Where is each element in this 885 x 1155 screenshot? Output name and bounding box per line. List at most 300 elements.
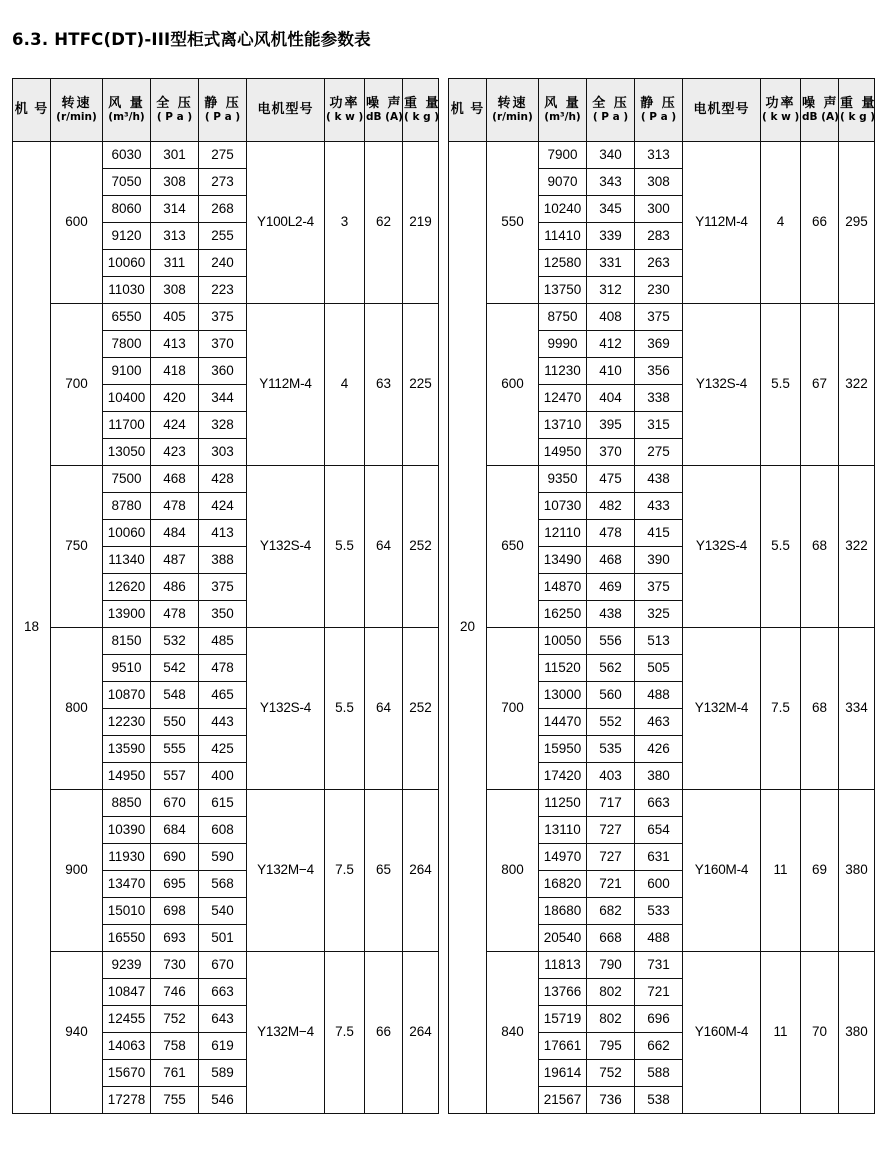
speed-cell: 800 <box>487 790 539 952</box>
weight-cell: 322 <box>839 466 875 628</box>
noise-cell: 68 <box>801 466 839 628</box>
power-cell: 4 <box>325 304 365 466</box>
flow-cell: 11340 <box>103 547 151 574</box>
static-pressure-cell: 478 <box>199 655 247 682</box>
total-pressure-cell: 802 <box>587 979 635 1006</box>
flow-cell: 15010 <box>103 898 151 925</box>
static-pressure-cell: 255 <box>199 223 247 250</box>
static-pressure-cell: 370 <box>199 331 247 358</box>
static-pressure-cell: 369 <box>635 331 683 358</box>
static-pressure-cell: 308 <box>635 169 683 196</box>
speed-cell: 600 <box>51 142 103 304</box>
table-row <box>13 304 439 331</box>
table-row <box>449 466 875 493</box>
flow-cell: 15950 <box>539 736 587 763</box>
flow-cell: 6030 <box>103 142 151 169</box>
static-pressure-cell: 303 <box>199 439 247 466</box>
column-header-main: 重 量 <box>840 95 877 111</box>
flow-cell: 9990 <box>539 331 587 358</box>
power-cell: 11 <box>761 790 801 952</box>
column-header-main: 电机型号 <box>257 101 314 117</box>
static-pressure-cell: 230 <box>635 277 683 304</box>
motor-model-cell: Y112M-4 <box>683 142 761 304</box>
static-pressure-cell: 501 <box>199 925 247 952</box>
total-pressure-cell: 405 <box>151 304 199 331</box>
total-pressure-cell: 308 <box>151 169 199 196</box>
page-title: 6.3. HTFC(DT)-III型柜式离心风机性能参数表 <box>12 30 371 49</box>
weight-cell: 295 <box>839 142 875 304</box>
static-pressure-cell: 263 <box>635 250 683 277</box>
speed-cell: 840 <box>487 952 539 1114</box>
static-pressure-cell: 315 <box>635 412 683 439</box>
flow-cell: 12455 <box>103 1006 151 1033</box>
flow-cell: 21567 <box>539 1087 587 1114</box>
flow-cell: 6550 <box>103 304 151 331</box>
column-header-main: 转速 <box>61 95 92 111</box>
total-pressure-cell: 730 <box>151 952 199 979</box>
performance-table-18 <box>12 78 439 1114</box>
static-pressure-cell: 588 <box>635 1060 683 1087</box>
static-pressure-cell: 463 <box>635 709 683 736</box>
column-header-flow <box>539 79 587 142</box>
flow-cell: 14063 <box>103 1033 151 1060</box>
motor-model-cell: Y132M−4 <box>247 952 325 1114</box>
weight-cell: 219 <box>403 142 439 304</box>
total-pressure-cell: 486 <box>151 574 199 601</box>
total-pressure-cell: 695 <box>151 871 199 898</box>
speed-cell: 940 <box>51 952 103 1114</box>
total-pressure-cell: 736 <box>587 1087 635 1114</box>
total-pressure-cell: 484 <box>151 520 199 547</box>
flow-cell: 8850 <box>103 790 151 817</box>
column-header-weight <box>403 79 439 142</box>
noise-cell: 62 <box>365 142 403 304</box>
total-pressure-cell: 560 <box>587 682 635 709</box>
speed-cell: 700 <box>51 304 103 466</box>
flow-cell: 12580 <box>539 250 587 277</box>
static-pressure-cell: 268 <box>199 196 247 223</box>
flow-cell: 9100 <box>103 358 151 385</box>
static-pressure-cell: 513 <box>635 628 683 655</box>
weight-cell: 264 <box>403 790 439 952</box>
total-pressure-cell: 555 <box>151 736 199 763</box>
table-row <box>13 790 439 817</box>
total-pressure-cell: 408 <box>587 304 635 331</box>
static-pressure-cell: 313 <box>635 142 683 169</box>
total-pressure-cell: 532 <box>151 628 199 655</box>
flow-cell: 10847 <box>103 979 151 1006</box>
static-pressure-cell: 488 <box>635 682 683 709</box>
flow-cell: 16550 <box>103 925 151 952</box>
total-pressure-cell: 475 <box>587 466 635 493</box>
static-pressure-cell: 438 <box>635 466 683 493</box>
flow-cell: 11030 <box>103 277 151 304</box>
total-pressure-cell: 717 <box>587 790 635 817</box>
noise-cell: 66 <box>365 952 403 1114</box>
static-pressure-cell: 600 <box>635 871 683 898</box>
column-header-motor-model <box>247 79 325 142</box>
flow-cell: 11813 <box>539 952 587 979</box>
power-cell: 7.5 <box>325 790 365 952</box>
flow-cell: 20540 <box>539 925 587 952</box>
total-pressure-cell: 542 <box>151 655 199 682</box>
noise-cell: 67 <box>801 304 839 466</box>
power-cell: 7.5 <box>761 628 801 790</box>
motor-model-cell: Y100L2-4 <box>247 142 325 304</box>
static-pressure-cell: 696 <box>635 1006 683 1033</box>
total-pressure-cell: 727 <box>587 817 635 844</box>
flow-cell: 11250 <box>539 790 587 817</box>
weight-cell: 380 <box>839 790 875 952</box>
total-pressure-cell: 795 <box>587 1033 635 1060</box>
total-pressure-cell: 331 <box>587 250 635 277</box>
total-pressure-cell: 410 <box>587 358 635 385</box>
column-header-main: 噪 声 <box>366 95 403 111</box>
total-pressure-cell: 468 <box>151 466 199 493</box>
power-cell: 5.5 <box>761 304 801 466</box>
flow-cell: 8150 <box>103 628 151 655</box>
static-pressure-cell: 325 <box>635 601 683 628</box>
flow-cell: 10060 <box>103 520 151 547</box>
static-pressure-cell: 533 <box>635 898 683 925</box>
column-header-unit: ( P a ) <box>204 110 241 123</box>
flow-cell: 13000 <box>539 682 587 709</box>
total-pressure-cell: 682 <box>587 898 635 925</box>
motor-model-cell: Y132S-4 <box>247 466 325 628</box>
power-cell: 5.5 <box>325 466 365 628</box>
column-header-unit: ( k w ) <box>326 110 364 123</box>
flow-cell: 9510 <box>103 655 151 682</box>
column-header-main: 全 压 <box>592 95 629 111</box>
column-header-static-pressure <box>199 79 247 142</box>
static-pressure-cell: 415 <box>635 520 683 547</box>
flow-cell: 17278 <box>103 1087 151 1114</box>
speed-cell: 600 <box>487 304 539 466</box>
table-header-row <box>449 79 875 142</box>
flow-cell: 13900 <box>103 601 151 628</box>
total-pressure-cell: 438 <box>587 601 635 628</box>
total-pressure-cell: 370 <box>587 439 635 466</box>
flow-cell: 13110 <box>539 817 587 844</box>
static-pressure-cell: 283 <box>635 223 683 250</box>
table-row <box>449 790 875 817</box>
column-header-unit: dB (A) <box>802 110 839 123</box>
flow-cell: 7900 <box>539 142 587 169</box>
static-pressure-cell: 663 <box>199 979 247 1006</box>
table-row <box>449 142 875 169</box>
flow-cell: 11930 <box>103 844 151 871</box>
static-pressure-cell: 360 <box>199 358 247 385</box>
total-pressure-cell: 478 <box>151 493 199 520</box>
static-pressure-cell: 663 <box>635 790 683 817</box>
table-row <box>13 628 439 655</box>
flow-cell: 12230 <box>103 709 151 736</box>
total-pressure-cell: 755 <box>151 1087 199 1114</box>
flow-cell: 14950 <box>103 763 151 790</box>
column-header-motor-model <box>683 79 761 142</box>
column-header-unit: (r/min) <box>492 110 533 123</box>
column-header-speed <box>51 79 103 142</box>
flow-cell: 9120 <box>103 223 151 250</box>
static-pressure-cell: 538 <box>635 1087 683 1114</box>
motor-model-cell: Y112M-4 <box>247 304 325 466</box>
column-header-unit: ( P a ) <box>640 110 677 123</box>
flow-cell: 9070 <box>539 169 587 196</box>
static-pressure-cell: 240 <box>199 250 247 277</box>
static-pressure-cell: 375 <box>199 304 247 331</box>
column-header-speed <box>487 79 539 142</box>
total-pressure-cell: 314 <box>151 196 199 223</box>
total-pressure-cell: 301 <box>151 142 199 169</box>
speed-cell: 550 <box>487 142 539 304</box>
static-pressure-cell: 568 <box>199 871 247 898</box>
flow-cell: 10390 <box>103 817 151 844</box>
total-pressure-cell: 758 <box>151 1033 199 1060</box>
column-header-noise <box>365 79 403 142</box>
column-header-machine-no <box>449 79 487 142</box>
power-cell: 7.5 <box>325 952 365 1114</box>
total-pressure-cell: 670 <box>151 790 199 817</box>
total-pressure-cell: 487 <box>151 547 199 574</box>
weight-cell: 264 <box>403 952 439 1114</box>
table-row <box>449 304 875 331</box>
column-header-main: 静 压 <box>640 95 677 111</box>
static-pressure-cell: 356 <box>635 358 683 385</box>
column-header-main: 风 量 <box>108 95 145 111</box>
flow-cell: 13590 <box>103 736 151 763</box>
column-header-main: 重 量 <box>404 95 441 111</box>
total-pressure-cell: 761 <box>151 1060 199 1087</box>
performance-table-20 <box>448 78 875 1114</box>
total-pressure-cell: 395 <box>587 412 635 439</box>
total-pressure-cell: 404 <box>587 385 635 412</box>
noise-cell: 68 <box>801 628 839 790</box>
table-header-row <box>13 79 439 142</box>
column-header-flow <box>103 79 151 142</box>
noise-cell: 69 <box>801 790 839 952</box>
flow-cell: 16250 <box>539 601 587 628</box>
weight-cell: 334 <box>839 628 875 790</box>
weight-cell: 252 <box>403 628 439 790</box>
static-pressure-cell: 488 <box>635 925 683 952</box>
total-pressure-cell: 478 <box>151 601 199 628</box>
column-header-unit: ( k g ) <box>404 110 440 123</box>
static-pressure-cell: 662 <box>635 1033 683 1060</box>
column-header-noise <box>801 79 839 142</box>
static-pressure-cell: 425 <box>199 736 247 763</box>
column-header-main: 转速 <box>497 95 528 111</box>
column-header-main: 电机型号 <box>693 101 750 117</box>
column-header-total-pressure <box>151 79 199 142</box>
static-pressure-cell: 375 <box>635 304 683 331</box>
flow-cell: 18680 <box>539 898 587 925</box>
total-pressure-cell: 557 <box>151 763 199 790</box>
static-pressure-cell: 388 <box>199 547 247 574</box>
motor-model-cell: Y132S-4 <box>683 466 761 628</box>
flow-cell: 14970 <box>539 844 587 871</box>
total-pressure-cell: 423 <box>151 439 199 466</box>
motor-model-cell: Y160M-4 <box>683 790 761 952</box>
total-pressure-cell: 413 <box>151 331 199 358</box>
motor-model-cell: Y132M−4 <box>247 790 325 952</box>
static-pressure-cell: 344 <box>199 385 247 412</box>
power-cell: 11 <box>761 952 801 1114</box>
performance-tables-container <box>12 78 877 1114</box>
static-pressure-cell: 590 <box>199 844 247 871</box>
total-pressure-cell: 418 <box>151 358 199 385</box>
total-pressure-cell: 478 <box>587 520 635 547</box>
total-pressure-cell: 550 <box>151 709 199 736</box>
static-pressure-cell: 223 <box>199 277 247 304</box>
total-pressure-cell: 311 <box>151 250 199 277</box>
flow-cell: 15719 <box>539 1006 587 1033</box>
column-header-unit: dB (A) <box>366 110 403 123</box>
table-row <box>13 142 439 169</box>
total-pressure-cell: 752 <box>151 1006 199 1033</box>
column-header-unit: ( k g ) <box>840 110 876 123</box>
column-header-power <box>761 79 801 142</box>
static-pressure-cell: 608 <box>199 817 247 844</box>
total-pressure-cell: 790 <box>587 952 635 979</box>
flow-cell: 8750 <box>539 304 587 331</box>
table-row <box>13 466 439 493</box>
column-header-unit: ( P a ) <box>592 110 629 123</box>
flow-cell: 16820 <box>539 871 587 898</box>
static-pressure-cell: 375 <box>199 574 247 601</box>
column-header-static-pressure <box>635 79 683 142</box>
static-pressure-cell: 540 <box>199 898 247 925</box>
column-header-unit: (m³/h) <box>544 110 581 123</box>
column-header-machine-no <box>13 79 51 142</box>
column-header-main: 全 压 <box>156 95 193 111</box>
flow-cell: 15670 <box>103 1060 151 1087</box>
total-pressure-cell: 802 <box>587 1006 635 1033</box>
total-pressure-cell: 313 <box>151 223 199 250</box>
flow-cell: 9350 <box>539 466 587 493</box>
flow-cell: 14470 <box>539 709 587 736</box>
static-pressure-cell: 380 <box>635 763 683 790</box>
total-pressure-cell: 308 <box>151 277 199 304</box>
static-pressure-cell: 731 <box>635 952 683 979</box>
static-pressure-cell: 400 <box>199 763 247 790</box>
weight-cell: 380 <box>839 952 875 1114</box>
static-pressure-cell: 300 <box>635 196 683 223</box>
total-pressure-cell: 684 <box>151 817 199 844</box>
total-pressure-cell: 721 <box>587 871 635 898</box>
column-header-main: 风 量 <box>544 95 581 111</box>
static-pressure-cell: 485 <box>199 628 247 655</box>
flow-cell: 10730 <box>539 493 587 520</box>
total-pressure-cell: 698 <box>151 898 199 925</box>
power-cell: 4 <box>761 142 801 304</box>
static-pressure-cell: 413 <box>199 520 247 547</box>
static-pressure-cell: 428 <box>199 466 247 493</box>
column-header-main: 机 号 <box>450 101 485 117</box>
column-header-unit: (m³/h) <box>108 110 145 123</box>
static-pressure-cell: 670 <box>199 952 247 979</box>
noise-cell: 65 <box>365 790 403 952</box>
static-pressure-cell: 273 <box>199 169 247 196</box>
static-pressure-cell: 619 <box>199 1033 247 1060</box>
column-header-power <box>325 79 365 142</box>
static-pressure-cell: 631 <box>635 844 683 871</box>
total-pressure-cell: 424 <box>151 412 199 439</box>
flow-cell: 14950 <box>539 439 587 466</box>
flow-cell: 11700 <box>103 412 151 439</box>
static-pressure-cell: 654 <box>635 817 683 844</box>
total-pressure-cell: 469 <box>587 574 635 601</box>
static-pressure-cell: 426 <box>635 736 683 763</box>
flow-cell: 13766 <box>539 979 587 1006</box>
flow-cell: 11520 <box>539 655 587 682</box>
flow-cell: 14870 <box>539 574 587 601</box>
total-pressure-cell: 562 <box>587 655 635 682</box>
flow-cell: 19614 <box>539 1060 587 1087</box>
table-row <box>449 952 875 979</box>
static-pressure-cell: 275 <box>199 142 247 169</box>
table-row <box>449 628 875 655</box>
total-pressure-cell: 535 <box>587 736 635 763</box>
column-header-unit: ( k w ) <box>762 110 800 123</box>
speed-cell: 900 <box>51 790 103 952</box>
column-header-main: 噪 声 <box>802 95 839 111</box>
total-pressure-cell: 552 <box>587 709 635 736</box>
total-pressure-cell: 752 <box>587 1060 635 1087</box>
total-pressure-cell: 727 <box>587 844 635 871</box>
speed-cell: 700 <box>487 628 539 790</box>
total-pressure-cell: 340 <box>587 142 635 169</box>
motor-model-cell: Y132S-4 <box>247 628 325 790</box>
total-pressure-cell: 482 <box>587 493 635 520</box>
table-row <box>13 952 439 979</box>
static-pressure-cell: 465 <box>199 682 247 709</box>
static-pressure-cell: 328 <box>199 412 247 439</box>
total-pressure-cell: 668 <box>587 925 635 952</box>
total-pressure-cell: 312 <box>587 277 635 304</box>
static-pressure-cell: 589 <box>199 1060 247 1087</box>
flow-cell: 11410 <box>539 223 587 250</box>
flow-cell: 13050 <box>103 439 151 466</box>
flow-cell: 13490 <box>539 547 587 574</box>
flow-cell: 13470 <box>103 871 151 898</box>
flow-cell: 12470 <box>539 385 587 412</box>
static-pressure-cell: 443 <box>199 709 247 736</box>
flow-cell: 7800 <box>103 331 151 358</box>
speed-cell: 650 <box>487 466 539 628</box>
static-pressure-cell: 433 <box>635 493 683 520</box>
motor-model-cell: Y132S-4 <box>683 304 761 466</box>
motor-model-cell: Y132M-4 <box>683 628 761 790</box>
noise-cell: 64 <box>365 628 403 790</box>
static-pressure-cell: 424 <box>199 493 247 520</box>
static-pressure-cell: 615 <box>199 790 247 817</box>
static-pressure-cell: 546 <box>199 1087 247 1114</box>
flow-cell: 7500 <box>103 466 151 493</box>
noise-cell: 63 <box>365 304 403 466</box>
column-header-main: 静 压 <box>204 95 241 111</box>
flow-cell: 8060 <box>103 196 151 223</box>
column-header-total-pressure <box>587 79 635 142</box>
static-pressure-cell: 721 <box>635 979 683 1006</box>
weight-cell: 322 <box>839 304 875 466</box>
flow-cell: 8780 <box>103 493 151 520</box>
flow-cell: 9239 <box>103 952 151 979</box>
flow-cell: 13710 <box>539 412 587 439</box>
weight-cell: 225 <box>403 304 439 466</box>
flow-cell: 10240 <box>539 196 587 223</box>
power-cell: 5.5 <box>325 628 365 790</box>
flow-cell: 10060 <box>103 250 151 277</box>
